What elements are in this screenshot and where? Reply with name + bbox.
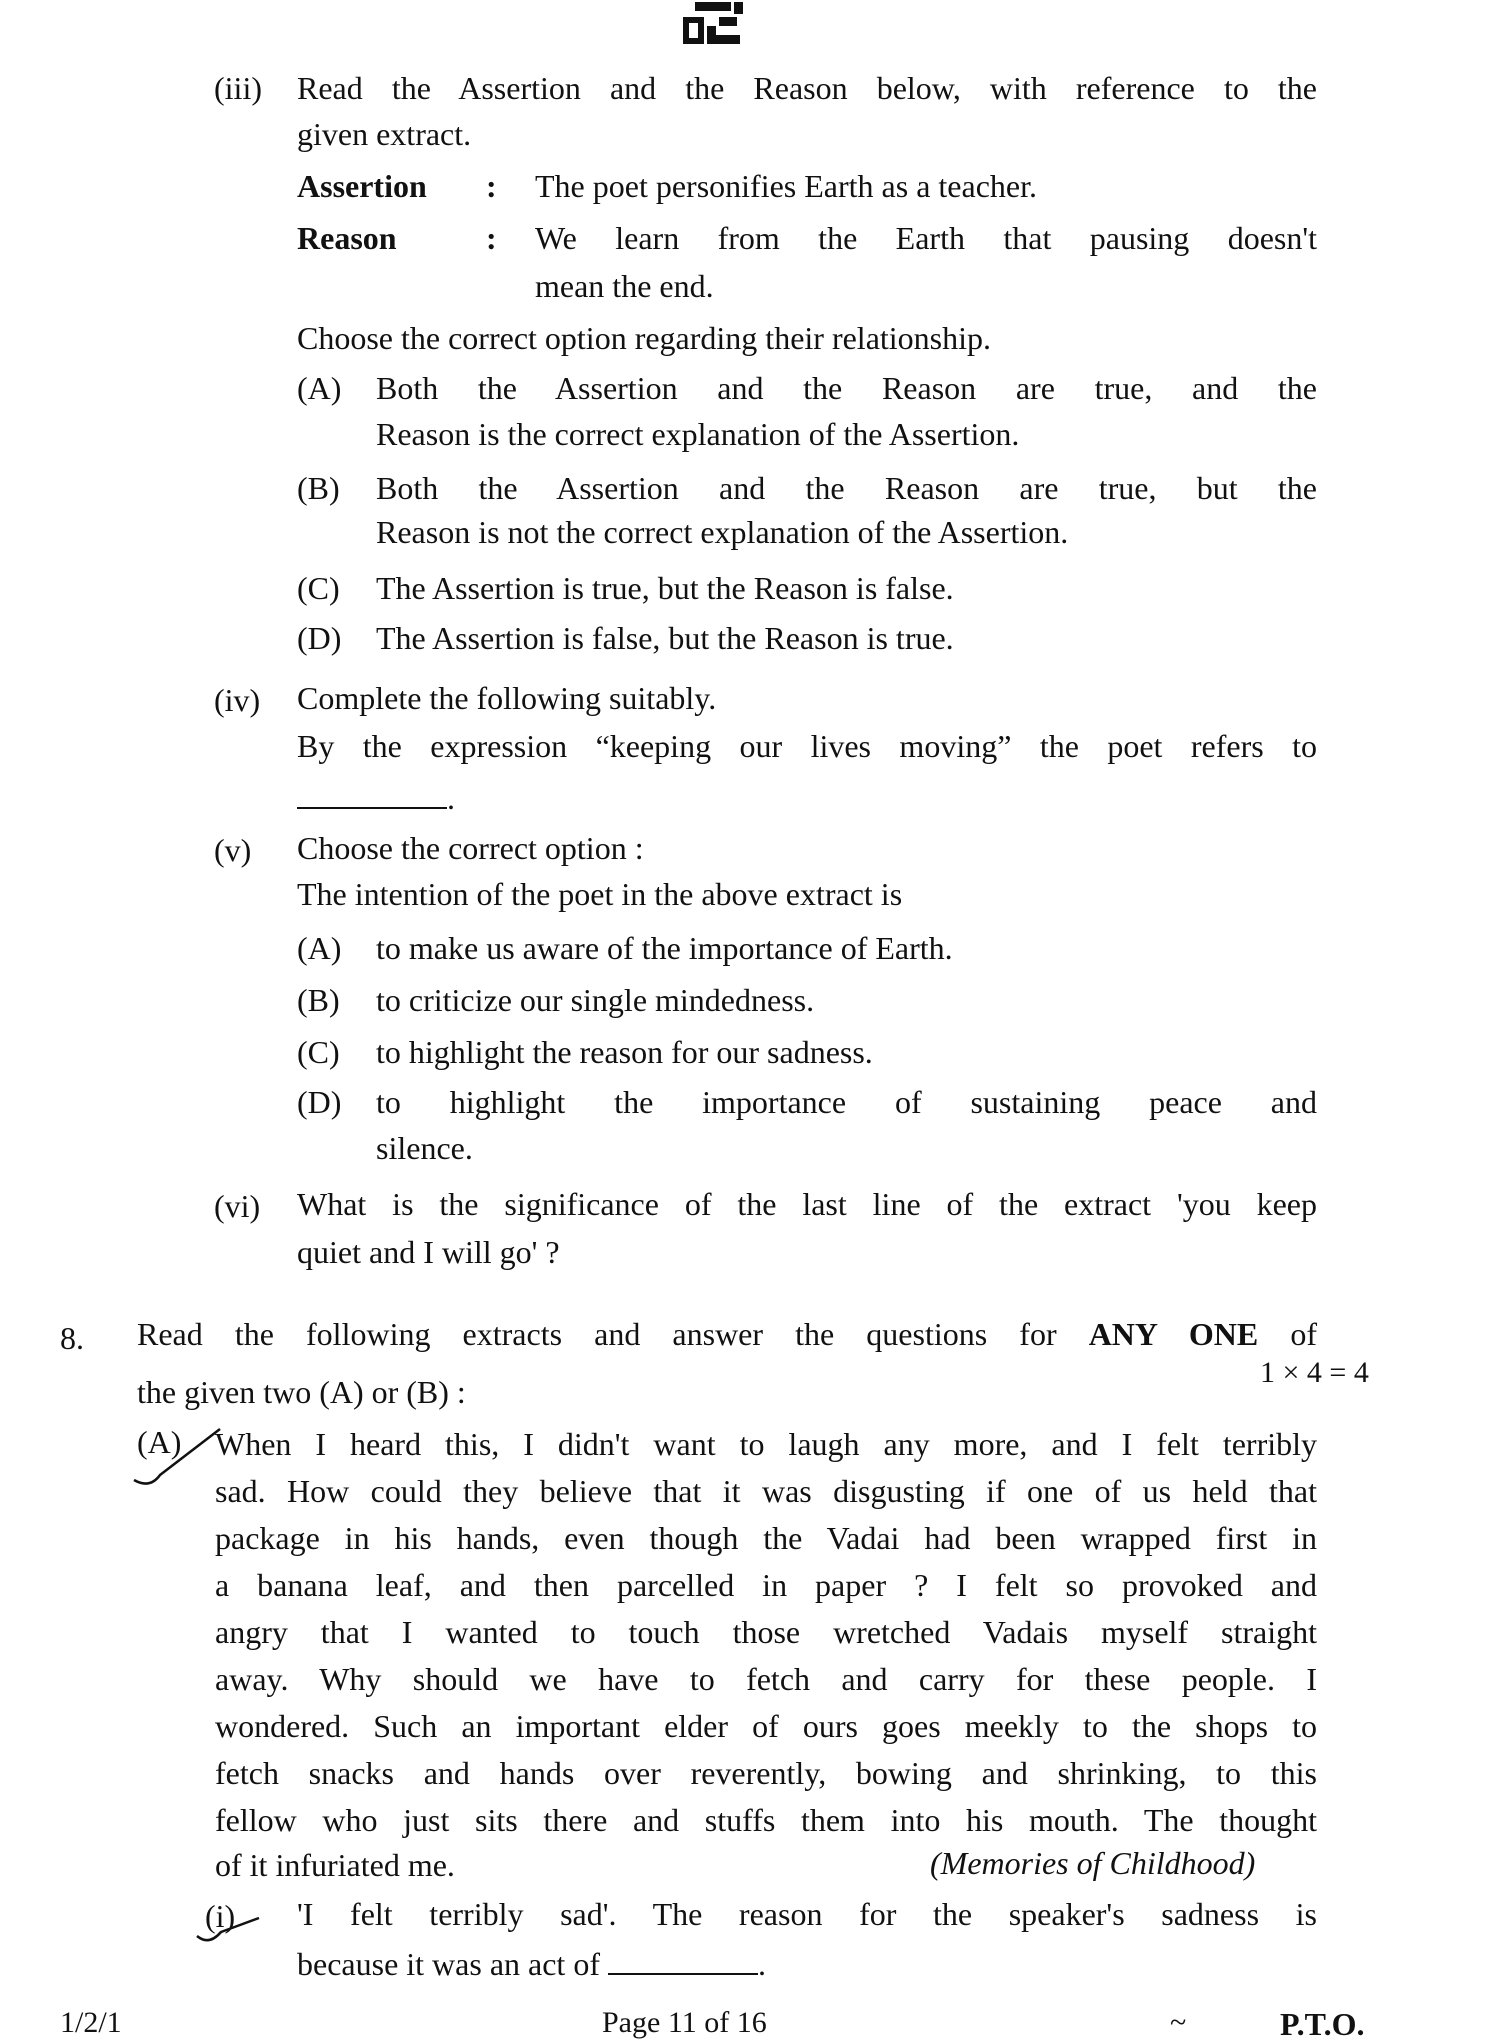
question-text: The intention of the poet in the above extract is xyxy=(297,876,903,912)
question-text: because it was an act of . xyxy=(297,1946,766,1982)
question-number: (v) xyxy=(214,832,252,868)
question-number: (i) xyxy=(205,1898,236,1934)
extract-line: a banana leaf, and then parcelled in paper ? I felt so provoked and xyxy=(215,1567,1317,1603)
option-text: The Assertion is true, but the Reason is false. xyxy=(376,570,954,606)
extract-line: fetch snacks and hands over reverently, bowing and shrinking, to this xyxy=(215,1755,1317,1791)
extract-line: When I heard this, I didn't want to laugh any more, and I felt terribly xyxy=(215,1426,1317,1462)
question-text: By the expression “keeping our lives moving” the poet refers to xyxy=(297,728,1317,764)
extract-source: (Memories of Childhood) xyxy=(930,1845,1256,1881)
extract-line: of it infuriated me. xyxy=(215,1847,455,1883)
question-number: (iv) xyxy=(214,682,261,718)
option-letter: (B) xyxy=(297,982,340,1018)
page-number: Page 11 of 16 xyxy=(602,2006,767,2039)
option-letter: (D) xyxy=(297,620,342,656)
tilde-mark: ~ xyxy=(1170,2006,1187,2039)
option-letter: (C) xyxy=(297,570,340,606)
option-letter: (A) xyxy=(297,370,342,406)
question-text: given extract. xyxy=(297,116,472,152)
option-letter: (C) xyxy=(297,1034,340,1070)
option-text: The Assertion is false, but the Reason is true. xyxy=(376,620,954,656)
option-letter: (D) xyxy=(297,1084,342,1120)
reason-text: mean the end. xyxy=(535,268,714,304)
marks: 1 × 4 = 4 xyxy=(1260,1356,1369,1389)
extract-line: fellow who just sits there and stuffs them into his mouth. The thought xyxy=(215,1802,1317,1838)
question-prompt: Choose the correct option regarding their relationship. xyxy=(297,320,992,356)
colon: : xyxy=(486,220,497,256)
reason-label: Reason xyxy=(297,220,397,256)
qr-code-icon xyxy=(683,2,749,44)
option-text: silence. xyxy=(376,1130,473,1166)
tick-mark-icon xyxy=(195,1908,265,1948)
extract-line: package in his hands, even though the Vadai had been wrapped first in xyxy=(215,1520,1317,1556)
extract-line: sad. How could they believe that it was disgusting if one of us held that xyxy=(215,1473,1317,1509)
option-label: (A) xyxy=(137,1424,182,1460)
option-text: Reason is the correct explanation of the Assertion. xyxy=(376,416,1020,452)
question-text: Read the Assertion and the Reason below, with reference to the xyxy=(297,70,1317,106)
paper-code: 1/2/1 xyxy=(60,2006,122,2039)
question-text: Complete the following suitably. xyxy=(297,680,717,716)
option-text: to criticize our single mindedness. xyxy=(376,982,815,1018)
colon: : xyxy=(486,168,497,204)
option-letter: (A) xyxy=(297,930,342,966)
question-text: the given two (A) or (B) : xyxy=(137,1374,466,1410)
question-number: (iii) xyxy=(214,70,262,106)
option-text: Both the Assertion and the Reason are true, but the xyxy=(376,470,1317,506)
tick-mark-icon xyxy=(130,1425,225,1495)
extract-paragraph xyxy=(215,1424,1317,1847)
reason-text: We learn from the Earth that pausing doesn't xyxy=(535,220,1317,256)
extract-line: away. Why should we have to fetch and carry for these people. I xyxy=(215,1661,1317,1697)
question-text: Choose the correct option : xyxy=(297,830,644,866)
option-text: to highlight the importance of sustaining peace and xyxy=(376,1084,1317,1120)
question-text: quiet and I will go' ? xyxy=(297,1234,560,1270)
question-text: What is the significance of the last line of the extract 'you keep xyxy=(297,1186,1317,1222)
extract-line: wondered. Such an important elder of ours goes meekly to the shops to xyxy=(215,1708,1317,1744)
answer-blank xyxy=(297,780,455,817)
question-text: 'I felt terribly sad'. The reason for the speaker's sadness is xyxy=(297,1896,1317,1932)
option-text: to highlight the reason for our sadness. xyxy=(376,1034,873,1070)
pto-label: P.T.O. xyxy=(1280,2006,1365,2042)
option-letter: (B) xyxy=(297,470,340,506)
question-text: Read the following extracts and answer the questions for ANY ONE of xyxy=(137,1316,1318,1352)
period: . xyxy=(447,780,455,816)
assertion-text: The poet personifies Earth as a teacher. xyxy=(535,168,1037,204)
option-text: Reason is not the correct explanation of the Assertion. xyxy=(376,514,1069,550)
assertion-label: Assertion xyxy=(297,168,427,204)
question-number: (vi) xyxy=(214,1188,261,1224)
option-text: Both the Assertion and the Reason are true, and the xyxy=(376,370,1317,406)
extract-line: angry that I wanted to touch those wretched Vadais myself straight xyxy=(215,1614,1317,1650)
question-number: 8. xyxy=(60,1320,84,1356)
answer-blank xyxy=(608,1947,758,1975)
option-text: to make us aware of the importance of Earth. xyxy=(376,930,953,966)
